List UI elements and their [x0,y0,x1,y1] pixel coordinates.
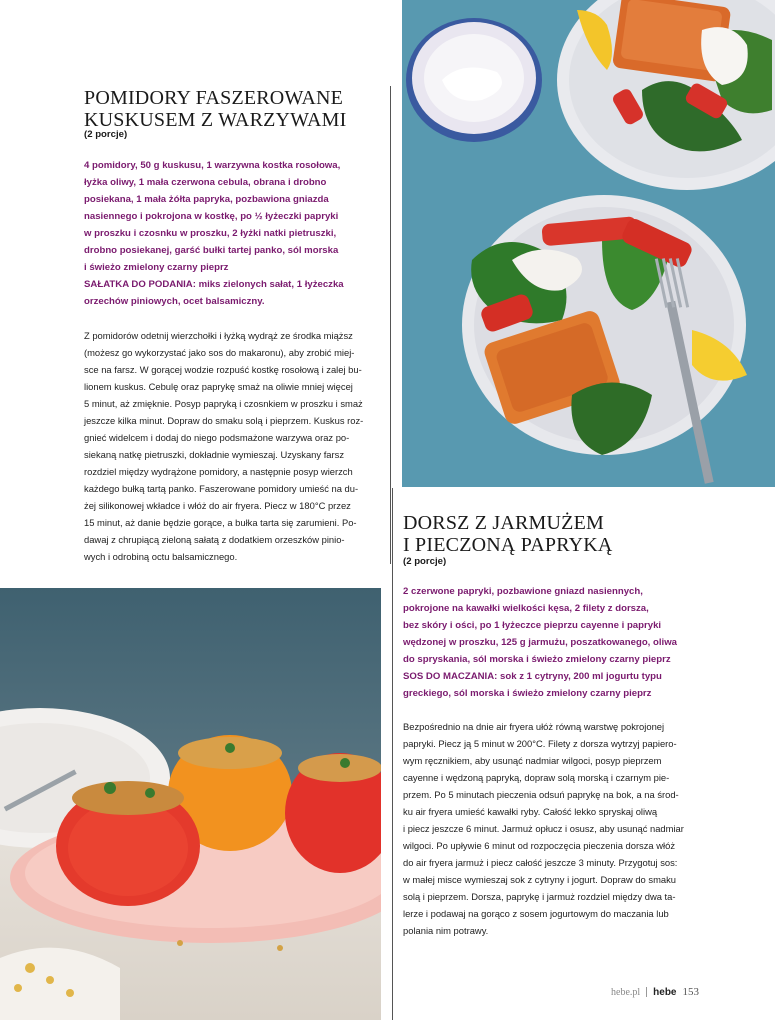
ingredient-line: wędzonej w proszku, 125 g jarmużu, poszatkowanego, oliwa [403,637,678,648]
footer-brand-logo: hebe [653,986,677,998]
recipe-1-method [84,327,363,565]
method-line: do air fryera jarmuż i piecz całość jeszcze 3 minuty. Przygotuj sos: [403,857,678,868]
recipe-2-title-line2: I PIECZONĄ PAPRYKĄ [403,534,613,556]
method-line: polania nim potrawy. [403,925,489,936]
ingredient-line: SAŁATKA DO PODANIA: miks zielonych sałat, 1 łyżeczka [84,279,344,290]
method-line: jeszcze kilka minut. Dopraw do smaku solą i pieprzem. Kuskus roz- [84,415,364,426]
method-line: każdego bułką tartą panko. Faszerowane pomidory umieść na du- [84,483,359,494]
method-line: Bezpośrednio na dnie air fryera ułóż równą warstwę pokrojonej [403,721,665,732]
ingredient-line: w proszku i czosnku w proszku, 2 łyżki natki pietruszki, [84,228,337,239]
recipe-2-ingredients [403,583,677,702]
footer-separator [646,987,647,997]
stuffed-tomatoes-photo [0,588,381,1020]
recipe-1-title-line1: POMIDORY FASZEROWANE [84,87,344,109]
method-line: siekaną natkę pietruszki, dokładnie wymieszaj. Uzyskany farsz [84,449,345,460]
method-line: gnieć widelcem i dodaj do niego podsmażone warzywa oraz po- [84,432,350,443]
ingredient-line: bez skóry i ości, po 1 łyżeczce pieprzu cayenne i papryki [403,620,662,631]
ingredient-line: pokrojone na kawałki wielkości kęsa, 2 filety z dorsza, [403,603,649,614]
method-line: wym ręcznikiem, aby usunąć nadmiar wilgoci, posyp pieprzem [403,755,662,766]
column-divider-left [390,86,391,564]
method-line: 5 minut, aż zmięknie. Posyp papryką i czosnkiem w proszku i smaż [84,398,363,409]
ingredient-line: łyżka oliwy, 1 mała czerwona cebula, obrana i drobno [84,177,327,188]
recipe-2-portions: (2 porcje) [403,556,447,567]
method-line: (możesz go wykorzystać jako sos do makaronu), aby zrobić miej- [84,347,355,358]
method-line: wych i odrobiną octu balsamicznego. [84,551,238,562]
recipe-1-title [84,87,347,131]
page-footer [611,986,699,998]
method-line: lerze i podawaj na gorąco z sosem jogurtowym do maczania lub [403,908,669,919]
method-line: ku air fryera umieść kawałki ryby. Całość lekko spryskaj oliwą [403,806,658,817]
ingredient-line: posiekana, 1 mała żółta papryka, pozbawiona gniazda [84,194,329,205]
recipe-1-title-line2: KUSKUSEM Z WARZYWAMI [84,109,347,131]
recipe-1-ingredients [84,157,344,310]
method-line: żej silikonowej wkładce i włóż do air fryera. Piecz w 180°C przez [84,500,351,511]
method-line: wilgoci. Po upływie 6 minut od rozpoczęcia pieczenia dorsza włóż [403,840,676,851]
method-line: cayenne i wędzoną papryką, dopraw solą morską i czarnym pie- [403,772,670,783]
footer-site: hebe.pl [611,986,641,998]
method-line: dawaj z chrupiącą zieloną sałatą z dodatkiem orzeszków pinio- [84,534,345,545]
method-line: w małej misce wymieszaj sok z cytryny i jogurt. Dopraw do smaku [403,874,676,885]
ingredient-line: orzechów piniowych, ocet balsamiczny. [84,296,265,307]
method-line: papryki. Piecz ją 5 minut w 200°C. Filety z dorsza wytrzyj papiero- [403,738,677,749]
column-divider-right [392,488,393,1020]
ingredient-line: greckiego, sól morska i świeżo zmielony czarny pieprz [403,688,652,699]
ingredient-line: 2 czerwone papryki, pozbawione gniazd nasiennych, [403,586,643,597]
ingredient-line: drobno posiekanej, garść bułki tartej panko, sól morska [84,245,339,256]
recipe-2-method [403,718,684,939]
ingredient-line: nasiennego i pokrojona w kostkę, po ½ łyżeczki papryki [84,211,339,222]
method-line: i piecz jeszcze 6 minut. Jarmuż opłucz i osusz, aby usunąć nadmiar [403,823,684,834]
ingredient-line: i świeżo zmielony czarny pieprz [84,262,229,273]
method-line: lionem kuskus. Cebulę oraz paprykę smaż na oliwie mniej więcej [84,381,353,392]
method-line: sce na farsz. W gorącej wodzie rozpuść kostkę rosołową i zalej bu- [84,364,362,375]
cod-dish-photo [402,0,775,487]
method-line: przem. Po 5 minutach pieczenia odsuń paprykę na bok, a na środ- [403,789,679,800]
ingredient-line: do spryskania, sól morska i świeżo zmielony czarny pieprz [403,654,671,665]
recipe-1-portions: (2 porcje) [84,129,128,140]
method-line: 15 minut, aż danie będzie gorące, a bułka tarta się zarumieni. Po- [84,517,357,528]
ingredient-line: 4 pomidory, 50 g kuskusu, 1 warzywna kostka rosołowa, [84,160,341,171]
method-line: rozdziel między wydrążone pomidory, a następnie posyp wierzch [84,466,353,477]
ingredient-line: SOS DO MACZANIA: sok z 1 cytryny, 200 ml jogurtu typu [403,671,662,682]
method-line: solą i pieprzem. Dorsza, paprykę i jarmuż rozdziel między dwa ta- [403,891,676,902]
page-number: 153 [682,986,699,998]
recipe-2-title-line1: DORSZ Z JARMUŻEM [403,512,604,534]
recipe-2-title [403,512,613,556]
method-line: Z pomidorów odetnij wierzchołki i łyżką wydrąż ze środka miąższ [84,330,353,341]
